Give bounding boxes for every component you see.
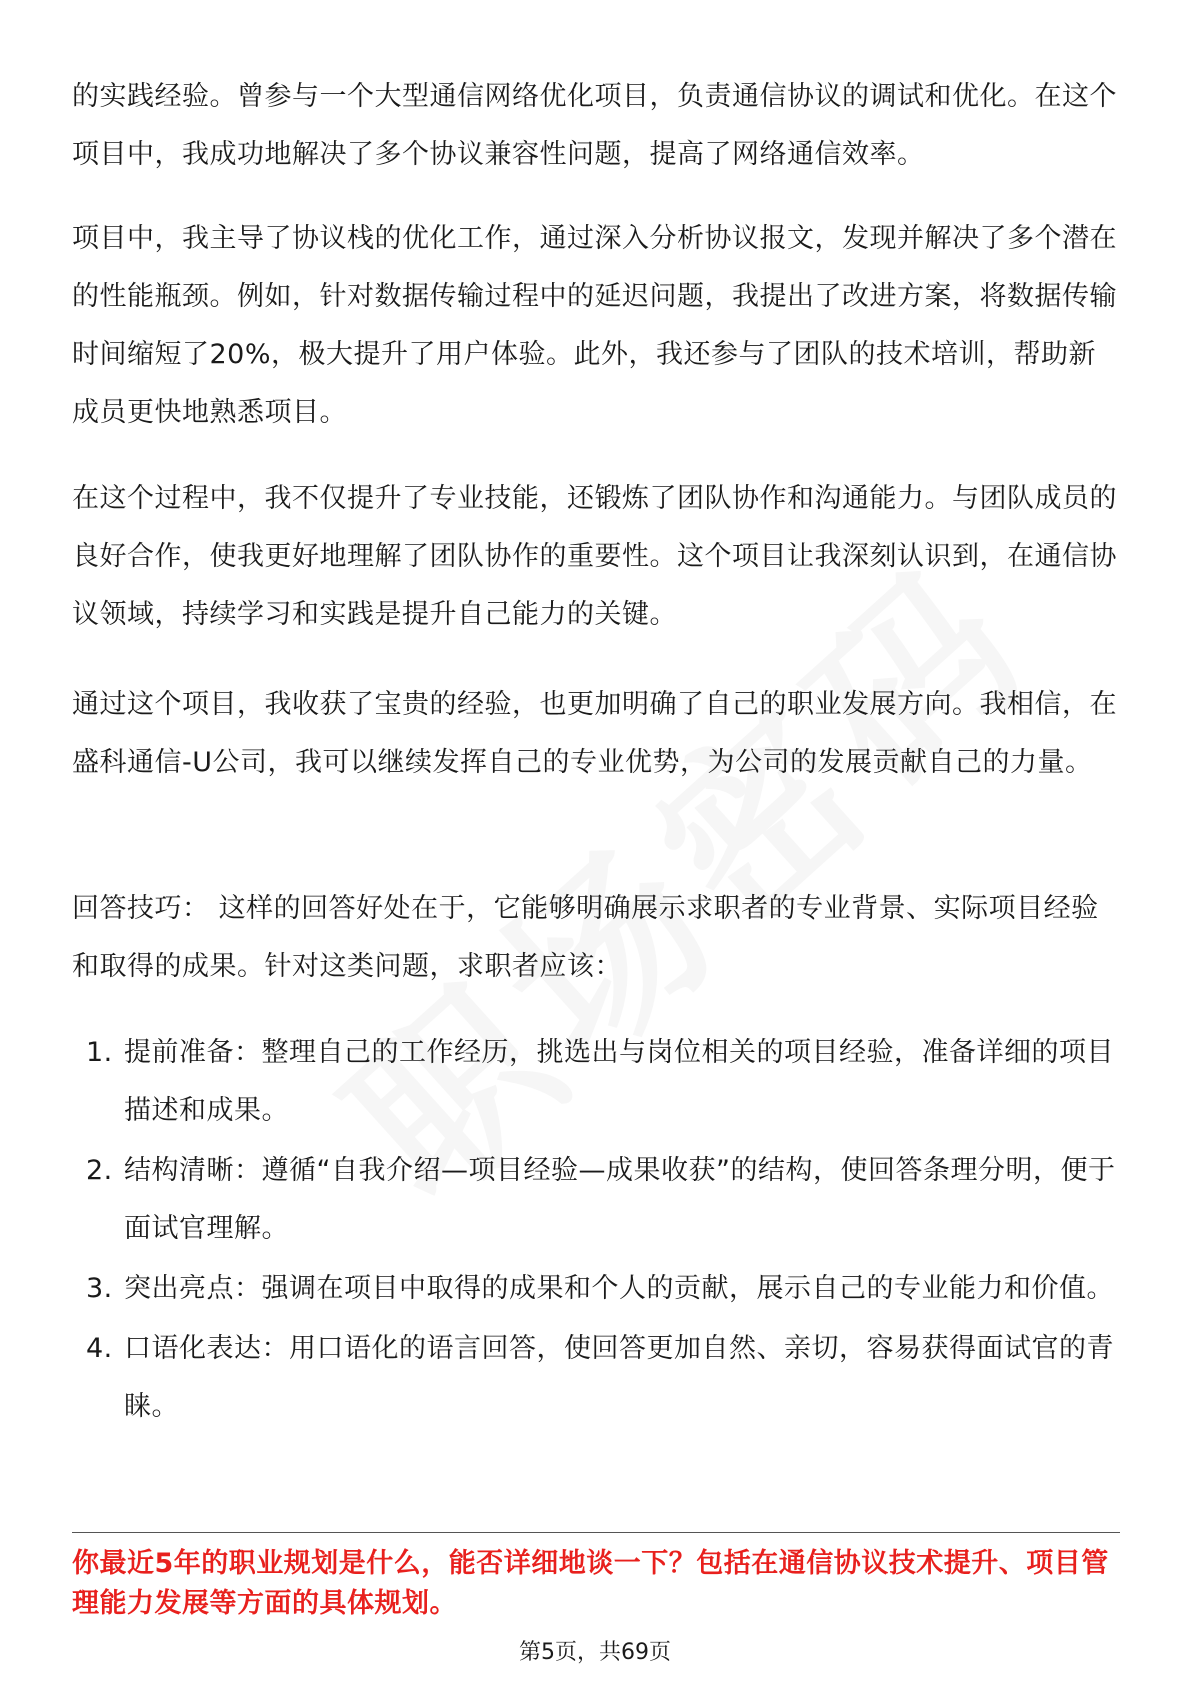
list-item (72, 1024, 1120, 1140)
list-item-number: 1. (86, 1037, 113, 1068)
body-paragraph-4: 通过这个项目，我收获了宝贵的经验，也更加明确了自己的职业发展方向。我相信，在盛科通信-U公司，我可以继续发挥自己的专业优势，为公司的发展贡献自己的力量。 (72, 689, 1117, 778)
next-question-heading: 你最近5年的职业规划是什么，能否详细地谈一下？包括在通信协议技术提升、项目管理能力发展等方面的具体规划。 (72, 1548, 1109, 1619)
list-item-text: 结构清晰：遵循“自我介绍—项目经验—成果收获”的结构，使回答条理分明，便于面试官理解。 (124, 1155, 1116, 1244)
list-item-number: 4. (86, 1333, 113, 1364)
list-item-text: 提前准备：整理自己的工作经历，挑选出与岗位相关的项目经验，准备详细的项目描述和成果。 (124, 1037, 1114, 1126)
list-item (72, 1320, 1120, 1436)
list-item (72, 1142, 1120, 1258)
tips-list (72, 1024, 1120, 1438)
body-paragraph-1: 的实践经验。曾参与一个大型通信网络优化项目，负责通信协议的调试和优化。在这个项目中，我成功地解决了多个协议兼容性问题，提高了网络通信效率。 (72, 81, 1117, 170)
list-item (72, 1260, 1120, 1318)
list-item-number: 3. (86, 1273, 113, 1304)
list-item-text: 口语化表达：用口语化的语言回答，使回答更加自然、亲切，容易获得面试官的青睐。 (124, 1333, 1114, 1422)
body-paragraph-3: 在这个过程中，我不仅提升了专业技能，还锻炼了团队协作和沟通能力。与团队成员的良好合作，使我更好地理解了团队协作的重要性。这个项目让我深刻认识到，在通信协议领域，持续学习和实践是提升自己能力的关键。 (72, 483, 1117, 630)
list-item-text: 突出亮点：强调在项目中取得的成果和个人的贡献，展示自己的专业能力和价值。 (124, 1273, 1114, 1304)
page-number-footer: 第5页，共69页 (519, 1640, 671, 1665)
section-divider (72, 1532, 1120, 1533)
list-item-number: 2. (86, 1155, 113, 1186)
answer-tips-paragraph: 回答技巧： 这样的回答好处在于，它能够明确展示求职者的专业背景、实际项目经验和取得的成果。针对这类问题，求职者应该： (72, 893, 1099, 982)
body-paragraph-2: 项目中，我主导了协议栈的优化工作，通过深入分析协议报文，发现并解决了多个潜在的性能瓶颈。例如，针对数据传输过程中的延迟问题，我提出了改进方案，将数据传输时间缩短了20%，极大提升了用户体验。此外，我还参与了团队的技术培训，帮助新成员更快地熟悉项目。 (72, 223, 1117, 428)
